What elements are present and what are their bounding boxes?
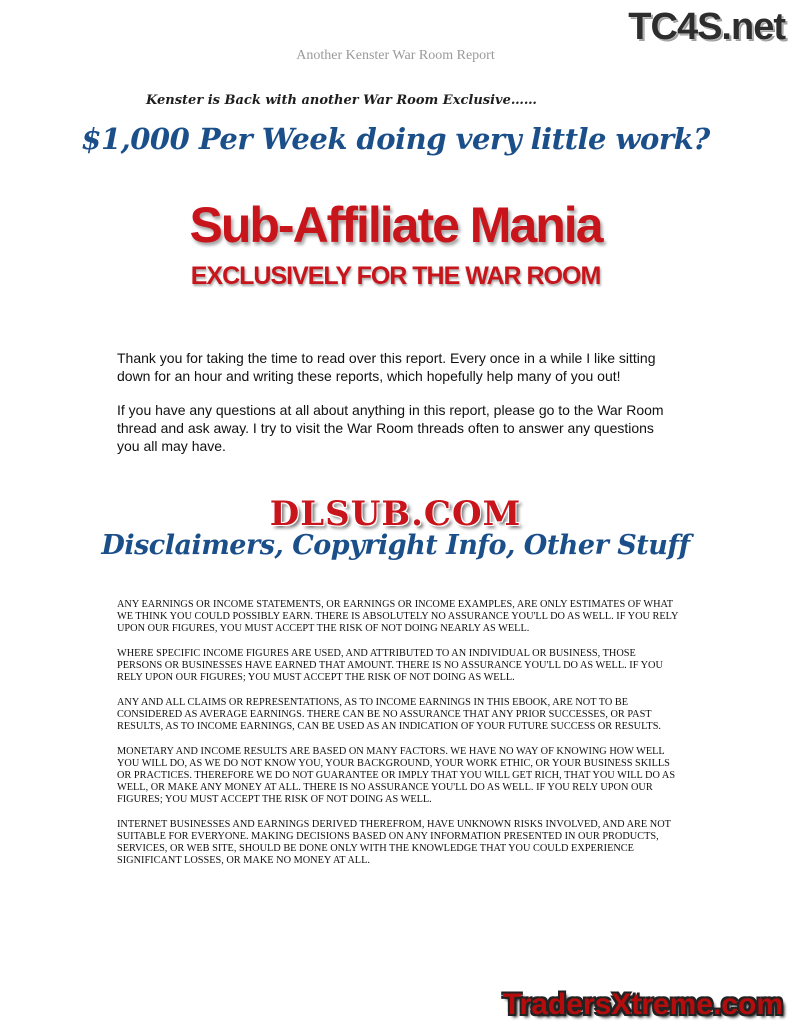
watermark-top: TC4S.net [628, 6, 785, 48]
watermark-bottom: TradersXtreme.com [502, 988, 783, 1021]
intro-section [117, 349, 677, 471]
running-header: Another Kenster War Room Report [296, 48, 495, 63]
intro-paragraph: If you have any questions at all about anything in this report, please go to the War Room thread and ask away. I try to visit the War Room threads often to answer any questions you all may have. [117, 402, 664, 454]
disclaimer-paragraph: WHERE SPECIFIC INCOME FIGURES ARE USED, AND ATTRIBUTED TO AN INDIVIDUAL OR BUSINESS, THOSE PERSONS OR BUSINESSES HAVE EARNED THAT AMOUNT. THERE IS NO ASSURANCE YOU'LL DO AS WELL. IF YOU RELY UPON OUR FIGURES; YOU MUST ACCEPT THE RISK OF NOT DOING AS WELL. [117, 648, 663, 683]
report-title: Sub-Affiliate Mania [189, 197, 602, 253]
disclaimers-heading: Disclaimers, Copyright Info, Other Stuff [101, 530, 690, 561]
disclaimer-paragraph: ANY EARNINGS OR INCOME STATEMENTS, OR EARNINGS OR INCOME EXAMPLES, ARE ONLY ESTIMATES OF WHAT WE THINK YOU COULD POSSIBLY EARN. THERE IS ABSOLUTELY NO ASSURANCE YOU'LL DO AS WELL. IF YOU RELY UPON OUR FIGURES, YOU MUST ACCEPT THE RISK OF NOT DOING NEARLY AS WELL. [117, 599, 678, 634]
disclaimer-paragraph: INTERNET BUSINESSES AND EARNINGS DERIVED THEREFROM, HAVE UNKNOWN RISKS INVOLVED, AND ARE NOT SUITABLE FOR EVERYONE. MAKING DECISIONS BASED ON ANY INFORMATION PRESENTED IN OUR PRODUCTS, SERVICES, OR WEB SITE, SHOULD BE DONE ONLY WITH THE KNOWLEDGE THAT YOU COULD EXPERIENCE SIGNIFICANT LOSSES, OR MAKE NO MONEY AT ALL. [117, 819, 671, 866]
hero-tagline: $1,000 Per Week doing very little work? [81, 122, 710, 156]
intro-paragraph: Thank you for taking the time to read over this report. Every once in a while I like sitting down for an hour and writing these reports, which hopefully help many of you out! [117, 350, 656, 384]
disclaimers-section [117, 599, 683, 880]
dlsub-logo: DLSUB.COM [269, 494, 522, 534]
disclaimer-paragraph: MONETARY AND INCOME RESULTS ARE BASED ON MANY FACTORS. WE HAVE NO WAY OF KNOWING HOW WELL YOU WILL DO, AS WE DO NOT KNOW YOU, YOUR BACKGROUND, YOUR WORK ETHIC, OR YOUR BUSINESS SKILLS OR PRACTICES. THEREFORE WE DO NOT GUARANTEE OR IMPLY THAT YOU WILL GET RICH, THAT YOU WILL DO AS WELL, OR MAKE ANY MONEY AT ALL. THERE IS NO ASSURANCE YOU'LL DO AS WELL. IF YOU RELY UPON OUR FIGURES; YOU MUST ACCEPT THE RISK OF NOT DOING AS WELL. [117, 746, 676, 805]
hero-kicker: Kenster is Back with another War Room Exclusive…… [146, 93, 537, 108]
disclaimer-paragraph: ANY AND ALL CLAIMS OR REPRESENTATIONS, AS TO INCOME EARNINGS IN THIS EBOOK, ARE NOT TO BE CONSIDERED AS AVERAGE EARNINGS. THERE CAN BE NO ASSURANCE THAT ANY PRIOR SUCCESSES, OR PAST RESULTS, AS TO INCOME EARNINGS, CAN BE USED AS AN INDICATION OF YOUR FUTURE SUCCESS OR RESULTS. [117, 697, 662, 732]
report-subtitle: EXCLUSIVELY FOR THE WAR ROOM [190, 262, 601, 290]
